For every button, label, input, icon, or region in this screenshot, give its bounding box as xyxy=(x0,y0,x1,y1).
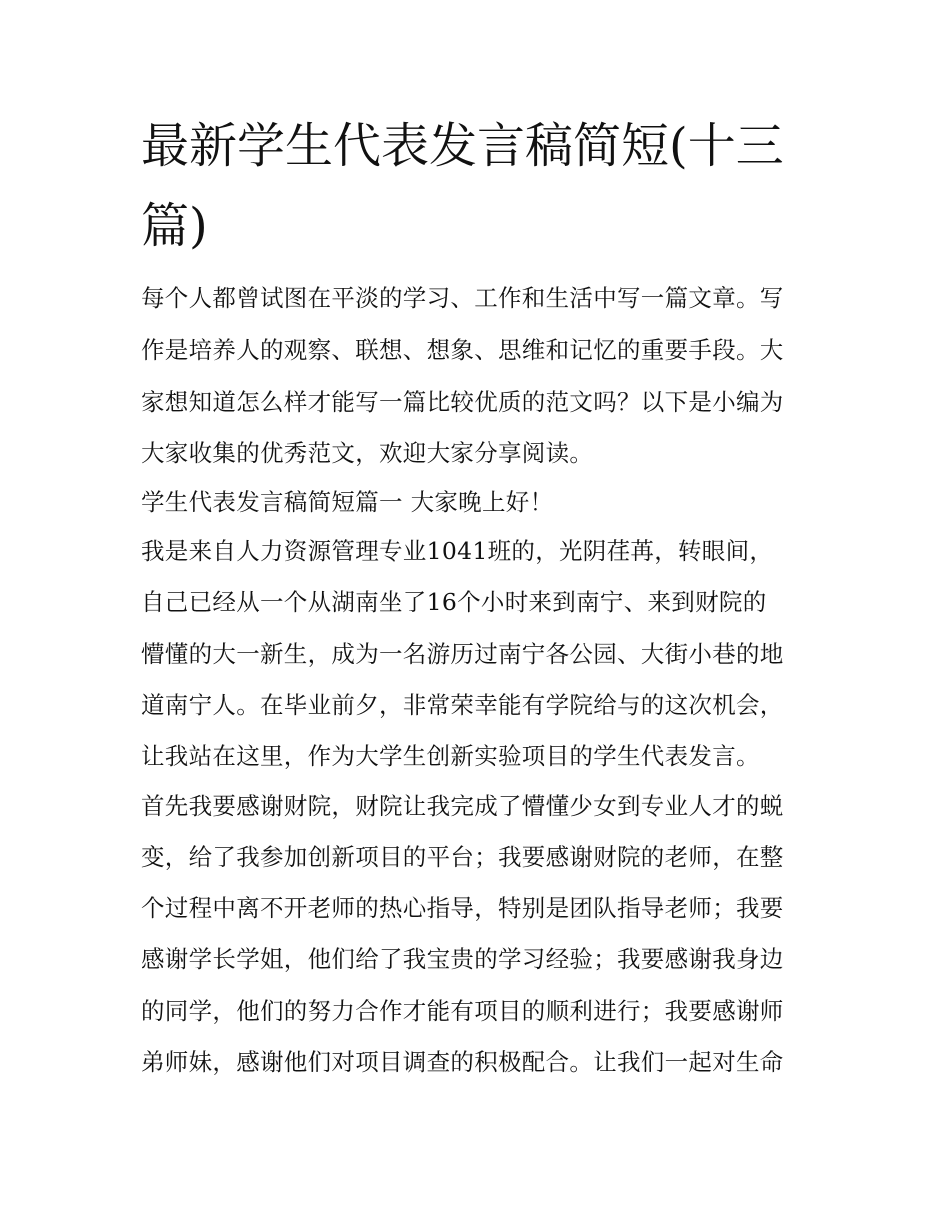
text-line: 我是来自人力资源管理专业1041班的，光阴荏苒，转眼间， xyxy=(141,537,774,565)
text-line: 大家收集的优秀范文，欢迎大家分享阅读。 xyxy=(141,439,594,467)
document-title-line-1: 最新学生代表发言稿简短(十三 xyxy=(141,118,784,174)
text-line: 家想知道怎么样才能写一篇比较优质的范文吗？以下是小编为 xyxy=(141,388,784,416)
text-line: 个过程中离不开老师的热心指导，特别是团队指导老师；我要 xyxy=(141,894,784,922)
text-line: 让我站在这里，作为大学生创新实验项目的学生代表发言。 xyxy=(141,742,760,770)
text-line: 的同学，他们的努力合作才能有项目的顺利进行；我要感谢师 xyxy=(141,997,784,1025)
text-line: 道南宁人。在毕业前夕，非常荣幸能有学院给与的这次机会， xyxy=(141,691,784,719)
text-line: 变，给了我参加创新项目的平台；我要感谢财院的老师，在整 xyxy=(141,843,784,871)
text-line: 自己已经从一个从湖南坐了16个小时来到南宁、来到财院的 xyxy=(141,588,767,616)
text-line: 懵懂的大一新生，成为一名游历过南宁各公园、大街小巷的地 xyxy=(141,640,784,668)
text-line: 作是培养人的观察、联想、想象、思维和记忆的重要手段。大 xyxy=(141,336,784,364)
document-title-line-2: 篇) xyxy=(141,198,208,254)
text-line: 首先我要感谢财院，财院让我完成了懵懂少女到专业人才的蜕 xyxy=(141,792,784,820)
text-line: 弟师妹，感谢他们对项目调查的积极配合。让我们一起对生命 xyxy=(141,1048,784,1076)
text-line: 每个人都曾试图在平淡的学习、工作和生活中写一篇文章。写 xyxy=(141,284,784,312)
text-line: 感谢学长学姐，他们给了我宝贵的学习经验；我要感谢我身边 xyxy=(141,945,784,973)
section-heading: 学生代表发言稿简短篇一 大家晚上好！ xyxy=(141,488,554,516)
